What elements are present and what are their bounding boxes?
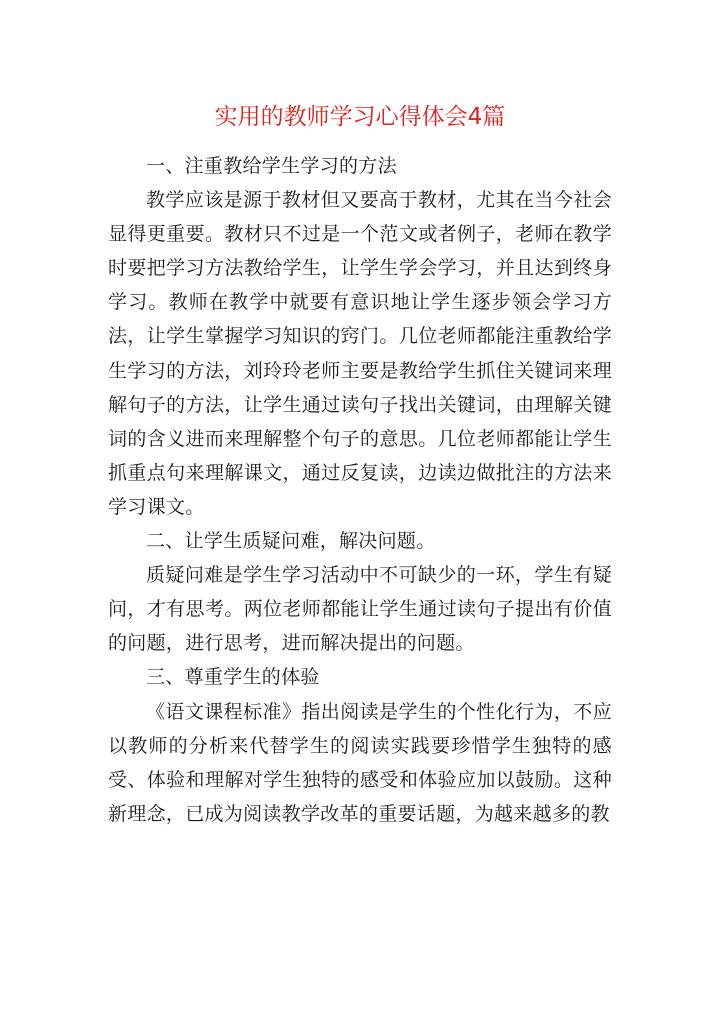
section-heading-2: 二、让学生质疑问难，解决问题。	[146, 530, 436, 553]
paragraph-1: 教学应该是源于教材但又要高于教材，尤其在当今社会显得更重要。教材只不过是一个范文或者例子，老师在教学时要把学习方法教给学生，让学生学会学习，并且达到终身学习。教师在教学中就要有意识地让学生逐步领会学习方法，让学生掌握学习知识的窍门。几位老师都能注重教给学生学习的方法，刘玲玲老师主要是教给学生抓住关键词来理解句子的方法，让学生通过读句子找出关键词，由理解关键词的含义进而来理解整个句子的意思。几位老师都能让学生抓重点句来理解课文，通过反复读，边读边做批注的方法来学习课文。	[108, 189, 612, 518]
section-heading-3: 三、尊重学生的体验	[146, 666, 320, 689]
document-body	[108, 149, 612, 831]
paragraph-3: 《语文课程标准》指出阅读是学生的个性化行为，不应以教师的分析来代替学生的阅读实践要珍惜学生独特的感受、体验和理解对学生独特的感受和体验应加以鼓励。这种新理念，已成为阅读教学改革的重要话题，为越来越多的教	[108, 700, 612, 825]
paragraph-2: 质疑问难是学生学习活动中不可缺少的一环，学生有疑问，才有思考。两位老师都能让学生通过读句子提出有价值的问题，进行思考，进而解决提出的问题。	[108, 564, 612, 655]
section-heading-1: 一、注重教给学生学习的方法	[146, 155, 397, 177]
document-title: 实用的教师学习心得体会4篇	[214, 104, 506, 130]
